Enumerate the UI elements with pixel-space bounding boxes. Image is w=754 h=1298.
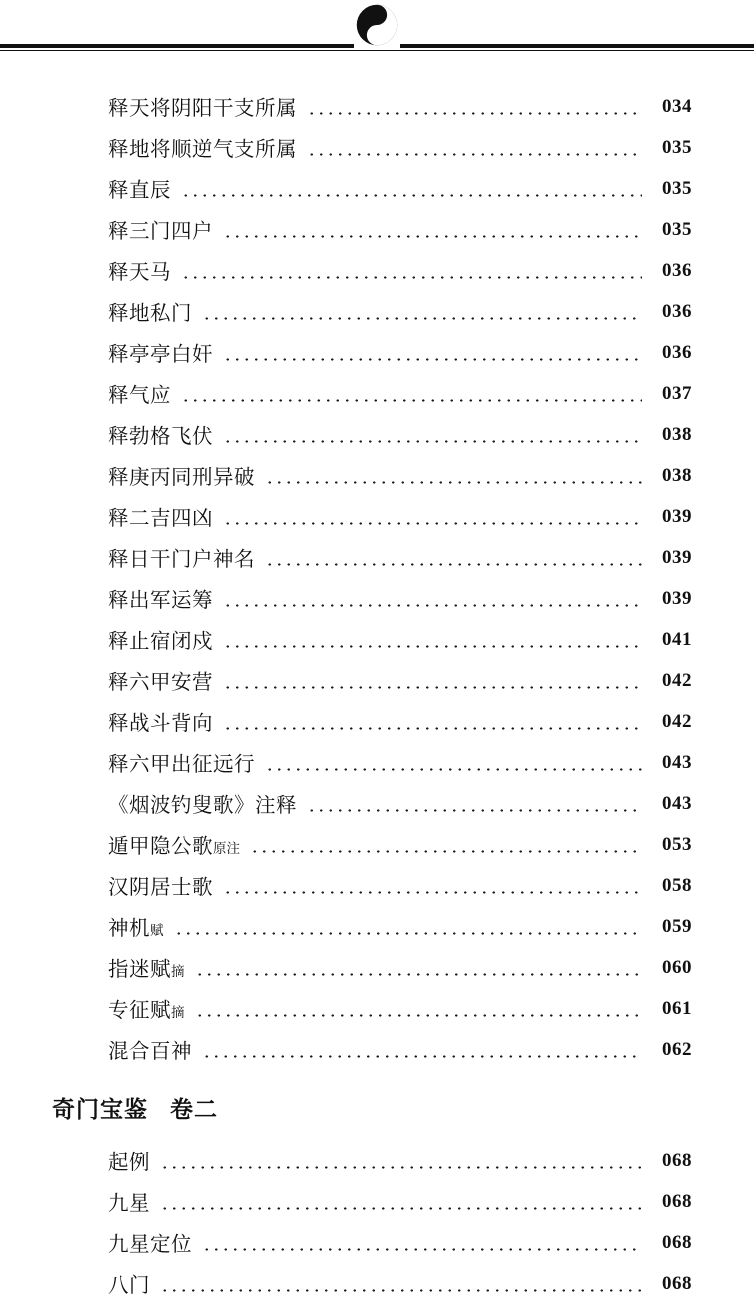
toc-entry-page: 042: [662, 711, 692, 732]
leader-dots: [160, 1207, 642, 1210]
toc-entry-title: 释地将顺逆气支所属: [108, 138, 297, 161]
toc-entry-title: 九星定位: [108, 1233, 192, 1256]
toc-entry[interactable]: [108, 818, 692, 859]
toc-entry-page: 061: [662, 998, 692, 1019]
toc-entry[interactable]: [108, 490, 692, 531]
toc-list-part-one: [0, 62, 754, 1064]
toc-entry-title: 起例: [108, 1151, 150, 1174]
toc-entry-page: 035: [662, 178, 692, 199]
toc-entry-page: 068: [662, 1191, 692, 1213]
toc-entry-title: 释天马: [108, 261, 171, 284]
leader-dots: [195, 1014, 643, 1017]
toc-entry[interactable]: [108, 777, 692, 818]
toc-entry-page: 035: [662, 219, 692, 240]
toc-entry-title: 释出军运筹: [108, 589, 213, 612]
leader-dots: [160, 1166, 642, 1169]
leader-dots: [223, 645, 642, 648]
toc-entry[interactable]: [108, 859, 692, 900]
leader-dots: [181, 399, 642, 402]
toc-entry-subtitle: 原注: [213, 840, 240, 856]
toc-entry-subtitle: 摘: [171, 1004, 185, 1020]
toc-entry-main-title: 指迷赋: [108, 958, 171, 981]
leader-dots: [265, 481, 642, 484]
toc-entry[interactable]: [108, 1257, 692, 1298]
toc-entry[interactable]: [108, 285, 692, 326]
leader-dots: [265, 563, 642, 566]
leader-dots: [223, 604, 642, 607]
toc-entry-title: 《烟波钓叟歌》注释: [108, 794, 297, 817]
toc-entry[interactable]: [108, 572, 692, 613]
leader-dots: [223, 727, 642, 730]
leader-dots: [202, 1248, 642, 1251]
toc-entry-title: 释庚丙同刑异破: [108, 466, 255, 489]
toc-list-volume-two: [0, 1128, 754, 1298]
section-title: 奇门宝鉴: [52, 1097, 148, 1122]
toc-entry-page: 039: [662, 588, 692, 609]
toc-entry[interactable]: [108, 736, 692, 777]
toc-entry[interactable]: [108, 1216, 692, 1257]
toc-entry[interactable]: [108, 613, 692, 654]
toc-entry[interactable]: [108, 900, 692, 941]
toc-entry-title: 释地私门: [108, 302, 192, 325]
toc-entry[interactable]: [108, 1134, 692, 1175]
leader-dots: [307, 809, 642, 812]
toc-entry-page: 060: [662, 957, 692, 978]
toc-entry-page: 043: [662, 752, 692, 773]
leader-dots: [174, 932, 643, 935]
toc-entry-title: 释三门四户: [108, 220, 213, 243]
toc-entry-title: 释勃格飞伏: [108, 425, 213, 448]
toc-entry-title: 释止宿闭戍: [108, 630, 213, 653]
toc-entry[interactable]: [108, 941, 692, 982]
taiji-yin-yang-icon: [354, 2, 400, 48]
toc-entry-page: 035: [662, 137, 692, 158]
toc-entry[interactable]: [108, 408, 692, 449]
toc-entry-title: 释二吉四凶: [108, 507, 213, 530]
toc-entry-subtitle: 赋: [150, 922, 164, 938]
toc-entry-page: 043: [662, 793, 692, 814]
leader-dots: [307, 153, 642, 156]
toc-entry-page: 068: [662, 1273, 692, 1295]
section-heading: [0, 1094, 754, 1126]
toc-entry-title: [108, 1001, 185, 1024]
toc-entry-title: 九星: [108, 1192, 150, 1215]
toc-entry-main-title: 专征赋: [108, 999, 171, 1022]
section-volume: 卷二: [170, 1097, 218, 1122]
toc-entry-page: 041: [662, 629, 692, 650]
leader-dots: [223, 686, 642, 689]
toc-entry-main-title: 遁甲隐公歌: [108, 835, 213, 858]
toc-entry-page: 036: [662, 260, 692, 281]
leader-dots: [181, 194, 642, 197]
toc-entry-page: 038: [662, 465, 692, 486]
leader-dots: [223, 440, 642, 443]
leader-dots: [223, 891, 642, 894]
toc-entry[interactable]: [108, 326, 692, 367]
leader-dots: [181, 276, 642, 279]
leader-dots: [265, 768, 642, 771]
toc-entry-page: 042: [662, 670, 692, 691]
toc-entry[interactable]: [108, 203, 692, 244]
toc-entry-title: 汉阴居士歌: [108, 876, 213, 899]
toc-entry[interactable]: [108, 695, 692, 736]
toc-entry-title: 释战斗背向: [108, 712, 213, 735]
leader-dots: [160, 1289, 642, 1292]
toc-entry-page: 039: [662, 547, 692, 568]
toc-entry-page: 036: [662, 301, 692, 322]
toc-entry-page: 068: [662, 1232, 692, 1254]
toc-entry-title: 混合百神: [108, 1040, 192, 1063]
leader-dots: [250, 850, 642, 853]
toc-entry-title: 释直辰: [108, 179, 171, 202]
toc-entry-page: 037: [662, 383, 692, 404]
toc-entry-page: 034: [662, 96, 692, 117]
toc-entry-page: 036: [662, 342, 692, 363]
toc-entry-page: 038: [662, 424, 692, 445]
leader-dots: [223, 235, 642, 238]
toc-entry-title: 释六甲安营: [108, 671, 213, 694]
toc-entry-title: 释气应: [108, 384, 171, 407]
toc-entry-title: [108, 919, 164, 942]
toc-entry-subtitle: 摘: [171, 963, 185, 979]
toc-entry-title: [108, 960, 185, 983]
toc-entry-page: 039: [662, 506, 692, 527]
toc-entry-page: 058: [662, 875, 692, 896]
toc-entry-title: 释亭亭白奸: [108, 343, 213, 366]
toc-entry-page: 062: [662, 1039, 692, 1060]
toc-entry[interactable]: [108, 244, 692, 285]
toc-entry[interactable]: [108, 162, 692, 203]
toc-entry-page: 053: [662, 834, 692, 855]
toc-entry[interactable]: [108, 982, 692, 1023]
toc-entry[interactable]: [108, 367, 692, 408]
toc-entry-title: 释六甲出征远行: [108, 753, 255, 776]
toc-entry[interactable]: [108, 80, 692, 121]
toc-entry-title: [108, 837, 240, 860]
toc-entry-page: 068: [662, 1150, 692, 1172]
toc-entry[interactable]: [108, 531, 692, 572]
toc-entry[interactable]: [108, 121, 692, 162]
leader-dots: [202, 1055, 642, 1058]
toc-entry-title: 释日干门户神名: [108, 548, 255, 571]
leader-dots: [195, 973, 643, 976]
leader-dots: [223, 358, 642, 361]
toc-entry[interactable]: [108, 1175, 692, 1216]
page-header: [0, 0, 754, 62]
toc-entry[interactable]: [108, 449, 692, 490]
toc-entry-title: 释天将阴阳干支所属: [108, 97, 297, 120]
toc-entry[interactable]: [108, 1023, 692, 1064]
leader-dots: [202, 317, 642, 320]
toc-entry-main-title: 神机: [108, 917, 150, 940]
leader-dots: [223, 522, 642, 525]
toc-entry-page: 059: [662, 916, 692, 937]
toc-entry-title: 八门: [108, 1274, 150, 1297]
leader-dots: [307, 112, 642, 115]
toc-entry[interactable]: [108, 654, 692, 695]
